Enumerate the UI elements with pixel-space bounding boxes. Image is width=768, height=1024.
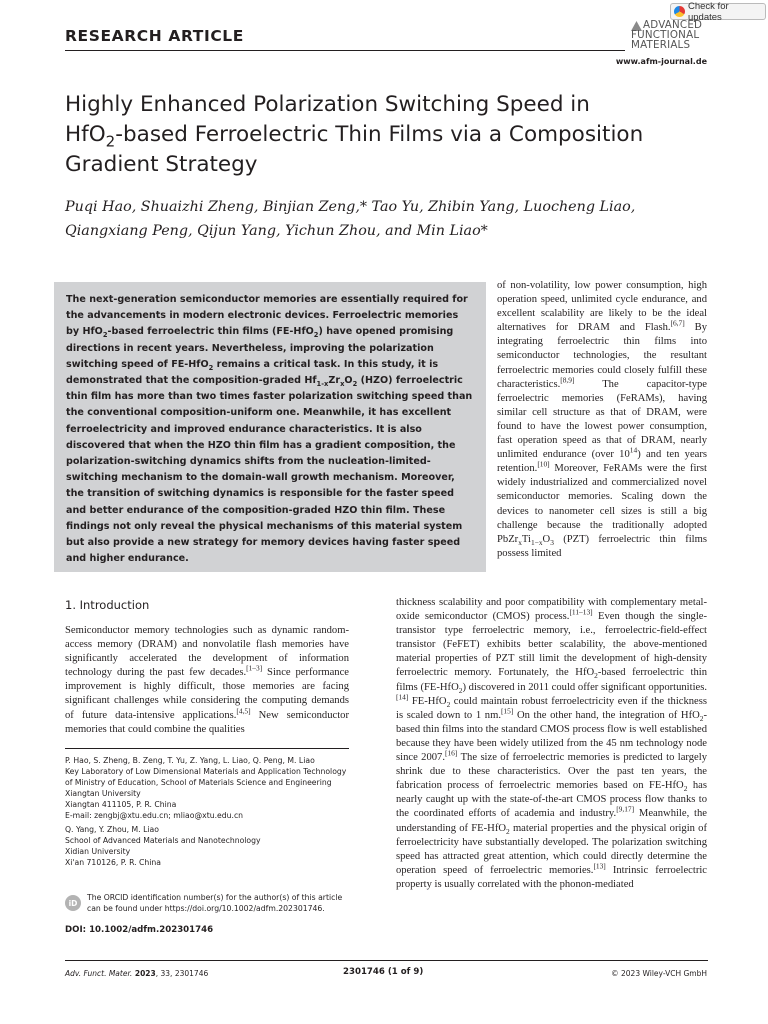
logo-line-1: ADVANCED	[643, 19, 703, 31]
body-text-right-top	[497, 279, 707, 561]
logo-line-3: MATERIALS	[631, 39, 691, 51]
affiliation-divider	[65, 748, 349, 749]
orcid-icon: iD	[65, 895, 81, 911]
orcid-text[interactable]: The ORCID identification number(s) for the author(s) of this article can be found under https://doi.org/10.1002/adfm.202301746.	[87, 893, 343, 913]
affiliation-authors-1: P. Hao, S. Zheng, B. Zeng, T. Yu, Z. Yang, L. Liao, Q. Peng, M. Liao	[65, 756, 315, 765]
journal-url[interactable]: www.afm-journal.de	[615, 57, 707, 66]
paragraph: thickness scalability and poor compatibility with complementary metal-oxide semiconductor (CMOS) process.[11–13] Even though the single-transistor type ferroelectric memory, i.e., ferroelectric-field-effect transistor (FeFET) exhibits better scalability, the above-mentioned material properties of PZT still limit the development of high-density ferroelectric memory. Fortunately, the HfO$_2$-based ferroelectric thin films (FE-HfO$_2$) discovered in 2011 could offer significant opportunities.[14] FE-HfO$_2$ could maintain robust ferroelectricity even if the thickness is scaled down to 1 nm.[15] On the other hand, the integration of HfO$_2$-based thin films into the standard CMOS process flow is well established because they have been widely utilized from the 45 nm technology node since 2007.[16] The size of ferroelectric memories is predicted to largely shrink due to these characteristics. Over the past ten years, the fabrication process of ferroelectric memories based on FE-HfO$_2$ has nearly caught up with the state-of-the-art CMOS process flow thanks to the coordinated efforts of academia and industry.[9,17] Meanwhile, the understanding of FE-HfO$_2$ material properties and the physical origin of ferroelectricity have substantially developed. The polarization switching speed has attracted great attention, which could directly determine the operation speed of ferroelectric memories.[13] Intrinsic ferroelectric property is usually correlated with the phonon-mediated	[396, 597, 708, 890]
orcid-note	[65, 893, 355, 915]
header-divider	[65, 50, 625, 51]
affiliation-institution-2: School of Advanced Materials and Nanotechnology	[65, 836, 261, 846]
affiliations	[65, 756, 355, 869]
page-number: 2301746 (1 of 9)	[343, 967, 424, 977]
affiliation-university-1: Xiangtan University	[65, 788, 141, 798]
affiliation-university-2: Xidian University	[65, 847, 131, 857]
affiliation-authors-2: Q. Yang, Y. Zhou, M. Liao	[65, 825, 159, 835]
body-text-right-bottom	[396, 596, 707, 892]
paragraph: of non-volatility, low power consumption, high operation speed, unlimited cycle endurance, and excellent scalability are likely to be the ideal alternatives for DRAM and Flash.[6,7] By integrating ferroelectric thin films into semiconductor technologies, the resultant ferroelectric memories could closely fulfill these characteristics.[8,9] The capacitor-type ferroelectric memories (FeRAMs), having similar cell structure as that of DRAM, were found to have the lowest power consumption, fast operation speed as that of DRAM, nearly unlimited endurance (over $10^{14}$) and ten years retention.[10] Moreover, FeRAMs were the first widely industrialized and commercialized novel semiconductor memories. Scaling down the devices to nanometer cell sizes is still a big challenge because the traditionally adopted $PbZr_xTi_{1-x}O_3$ (PZT) ferroelectric thin films possess limited	[497, 280, 707, 559]
crossmark-icon	[674, 6, 685, 17]
copyright: © 2023 Wiley-VCH GmbH	[611, 969, 707, 978]
section-heading-introduction: 1. Introduction	[65, 598, 150, 612]
journal-logo	[631, 20, 711, 52]
title-subscript: 2	[105, 132, 116, 151]
body-text-left	[65, 624, 349, 737]
affiliation-address-2: Xi'an 710126, P. R. China	[65, 858, 162, 868]
check-for-updates-label: Check for updates	[687, 0, 729, 23]
title-line-1: Highly Enhanced Polarization Switching Speed in	[65, 92, 590, 117]
author-list	[65, 195, 715, 243]
authors-line-2: Qiangxiang Peng, Qijun Yang, Yichun Zhou, and Min Liao*	[65, 223, 488, 239]
article-title	[65, 90, 705, 180]
title-line-3: Gradient Strategy	[65, 152, 258, 177]
footer-divider	[65, 960, 708, 961]
doi-link[interactable]: DOI: 10.1002/adfm.202301746	[65, 925, 214, 935]
affiliation-institution-1: Key Laboratory of Low Dimensional Materials and Application Technology of Ministry of Education, School of Materials Science and Engineering	[65, 766, 347, 787]
title-line-2b: -based Ferroelectric Thin Films via a Composition	[115, 122, 644, 147]
paragraph: Semiconductor memory technologies such as dynamic random-access memory (DRAM) and nonvolatile flash memories have significantly accelerated the development of information technology during the past few decades.[1–3] Since performance improvement is highly difficult, those memories are facing significant challenges while considering the computing demands of future data-intensive applications.[4,5] New semiconductor memories that could combine the qualities	[65, 625, 349, 735]
check-for-updates-button[interactable]	[670, 0, 766, 23]
logo-line-2: FUNCTIONAL	[631, 29, 700, 41]
title-line-2a: HfO	[65, 122, 106, 147]
abstract-box	[54, 282, 486, 572]
affiliation-email[interactable]: E-mail: zengbj@xtu.edu.cn; mliao@xtu.edu.cn	[65, 810, 244, 820]
abstract-text: The next-generation semiconductor memories are essentially required for the advancements in modern electronic devices. Ferroelectric memories by HfO$_2$-based ferroelectric thin films (FE-HfO$_2$) have opened promising directions in recent years. Nevertheless, improving the polarization switching speed of FE-HfO$_2$ remains a critical task. In this study, it is demonstrated that the composition-graded $Hf_{1-x}Zr_xO_2$ (HZO) ferroelectric thin film has more than two times faster polarization switching speed than the conventional composition-uniform one. Meanwhile, it has excellent ferroelectricity and improved endurance characteristics. It is also discovered that when the HZO thin film has a gradient composition, the polarization-switching dynamics shifts from the nucleation-limited-switching mechanism to the domain-wall growth mechanism. Moreover, the transition of switching dynamics is responsible for the faster speed and better endurance of the composition-graded HZO thin film. These findings not only reveal the physical mechanisms of this material system but also provide a new strategy for memory devices having faster speed and higher endurance.	[66, 294, 473, 565]
authors-line-1: Puqi Hao, Shuaizhi Zheng, Binjian Zeng,* Tao Yu, Zhibin Yang, Luocheng Liao,	[65, 199, 636, 215]
section-label: RESEARCH ARTICLE	[65, 27, 244, 45]
footer-citation: Adv. Funct. Mater. 2023, 33, 2301746	[65, 969, 209, 978]
affiliation-address-1: Xiangtan 411105, P. R. China	[65, 799, 177, 809]
